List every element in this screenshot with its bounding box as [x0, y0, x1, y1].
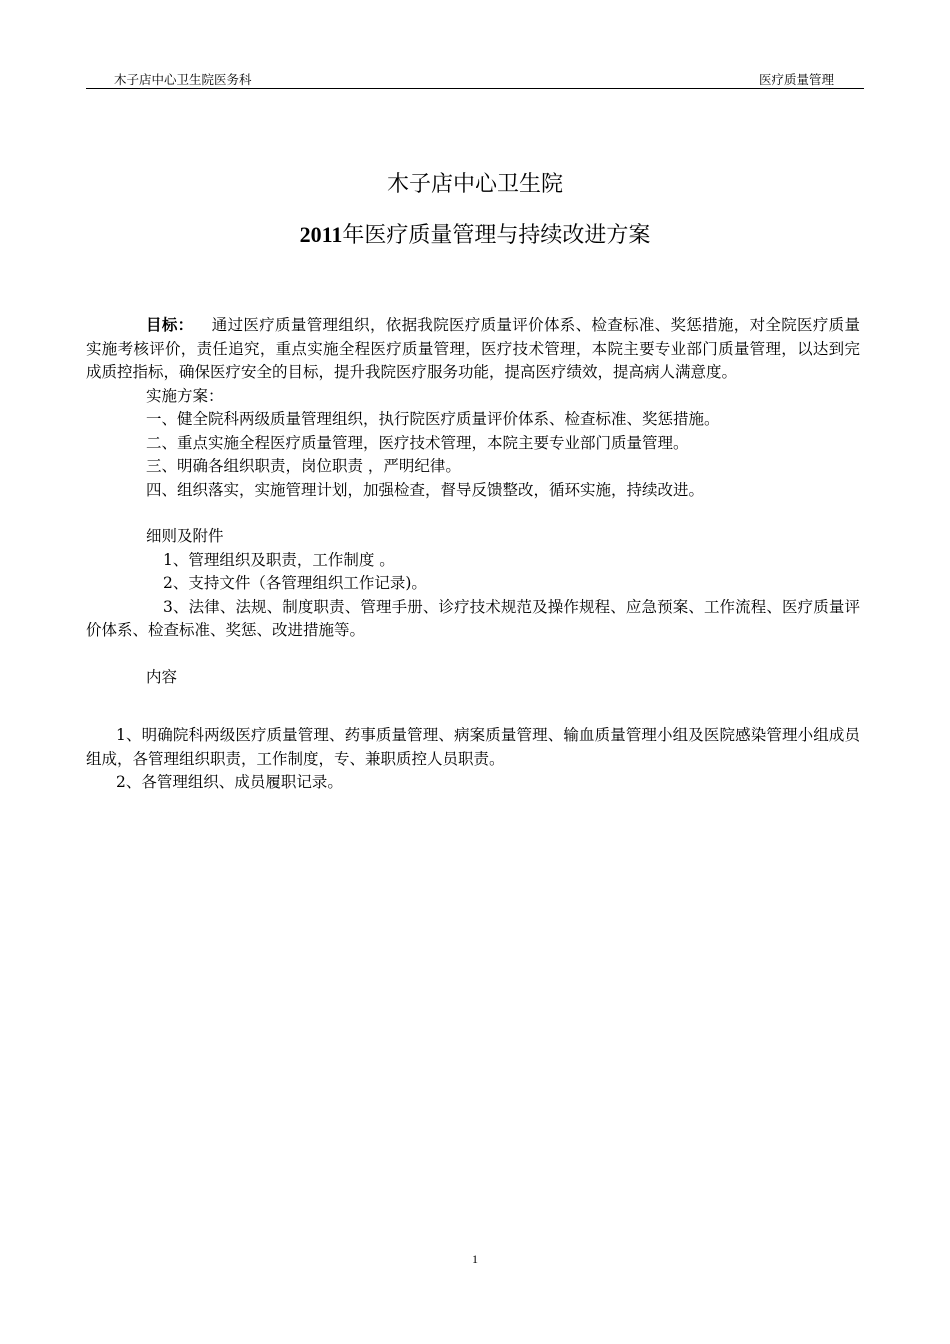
- appendix-item: 1、管理组织及职责，工作制度 。: [163, 550, 395, 569]
- page-number: 1: [472, 1252, 478, 1266]
- appendix-item: 2、支持文件（各管理组织工作记录)。: [163, 574, 427, 592]
- plan-item: 四、组织落实，实施管理计划，加强检查，督导反馈整改，循环实施，持续改进。: [146, 480, 705, 499]
- plan-item: 二、重点实施全程医疗质量管理，医疗技术管理，本院主要专业部门质量管理。: [146, 433, 689, 452]
- content-item: 1、明确院科两级医疗质量管理、药事质量管理、病案质量管理、输血质量管理小组及医院感染管理小组成员组成，各管理组织职责，工作制度，专、兼职质控人员职责。: [86, 726, 860, 768]
- appendix-heading: 细则及附件: [146, 527, 224, 545]
- title-year: 2011: [299, 222, 343, 247]
- header-department: 木子店中心卫生院医务科: [114, 72, 252, 87]
- plan-item: 一、健全院科两级质量管理组织，执行院医疗质量评价体系、检查标准、奖惩措施。: [146, 410, 720, 428]
- content-heading: 内容: [146, 667, 178, 686]
- appendix-item: 3、法律、法规、制度职责、管理手册、诊疗技术规范及操作规程、应急预案、工作流程、医疗质量评价体系、检查标准、奖惩、改进措施等。: [86, 597, 860, 639]
- document-title-hospital: 木子店中心卫生院: [386, 172, 563, 197]
- goal-text: 通过医疗质量管理组织，依据我院医疗质量评价体系、检查标准、奖惩措施，对全院医疗质量实施考核评价，责任追究，重点实施全程医疗质量管理，医疗技术管理，本院主要专业部门质量管理，以达到完成质控指标，确保医疗安全的目标，提升我院医疗服务功能，提高医疗绩效，提高病人满意度。: [86, 316, 860, 381]
- content-item: 2、各管理组织、成员履职记录。: [116, 773, 343, 791]
- goal-paragraph: [86, 313, 860, 385]
- header-topic: 医疗质量管理: [758, 72, 834, 87]
- plan-item: 三、明确各组织职责，岗位职责 ，严明纪律。: [146, 457, 461, 475]
- document-body: [86, 313, 860, 795]
- document-title-plan: [0, 220, 950, 251]
- goal-label: 目标：: [146, 315, 194, 334]
- plan-heading: 实施方案：: [146, 386, 224, 405]
- page-header: [86, 72, 864, 89]
- title-plan-text: 年医疗质量管理与持续改进方案: [342, 223, 651, 248]
